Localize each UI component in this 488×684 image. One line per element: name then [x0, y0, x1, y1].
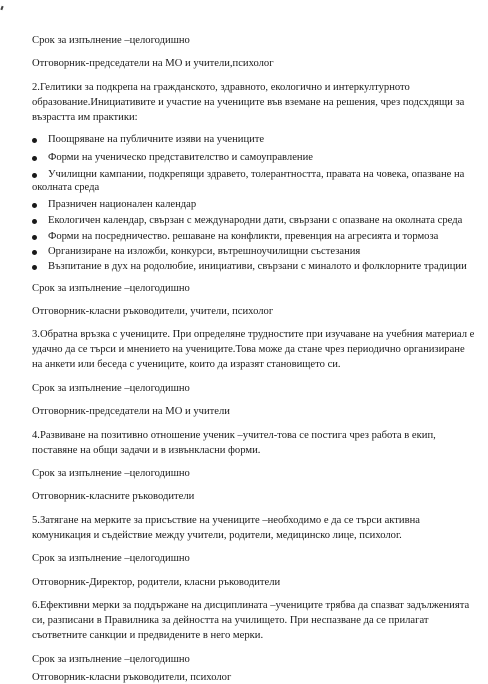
- bullet-text: Празничен национален календар: [48, 199, 197, 210]
- bullet-dot: [32, 156, 37, 161]
- paragraph-3-line-3: на анкети или беседа с учениците, които да изразят становището си.: [32, 359, 341, 370]
- bullet-dot: [32, 265, 37, 270]
- bullet-text: Възпитание в дух на родолюбие, инициативи, свързани с миналото и фолклорните традиции: [48, 261, 467, 272]
- deadline-text: Срок за изпълнение –целогодишно: [32, 654, 190, 665]
- responsible-text: Отговорник-Директор, родители, класни ръководители: [32, 577, 281, 588]
- responsible-text: Отговорник-класни ръководители, психолог: [32, 672, 232, 683]
- responsible-text: Отговорник-класните ръководители: [32, 491, 195, 502]
- paragraph-6-line-3: съответните санкции и предвидените в него мерки.: [32, 630, 264, 641]
- paragraph-5-line-2: комуникация и съдействие между учители, родители, медицинско лице, психолог.: [32, 530, 402, 541]
- paragraph-5-line-1: 5.Затягане на мерките за присъствие на учениците –необходимо е да се търси активна: [32, 515, 420, 526]
- deadline-text: Срок за изпълнение –целогодишно: [32, 468, 190, 479]
- bullet-text: Форми на ученическо представителство и самоуправление: [48, 152, 313, 163]
- bullet-text: Училищни кампании, подкрепящи здравето, толерантността, правата на човека, опазване на: [48, 169, 465, 180]
- bullet-text: Екологичен календар, свързан с международни дати, свързани с опазване на околната среда: [48, 215, 463, 226]
- responsible-text: Отговорник-класни ръководители, учители, психолог: [32, 306, 274, 317]
- paragraph-2-line-2: образование.Инициативите и участие на учениците във вземане на решения, чрез подсхдящи за: [32, 97, 465, 108]
- paragraph-4-line-2: поставяне на общи задачи и в извънкласни форми.: [32, 445, 261, 456]
- bullet-continuation: околната среда: [32, 182, 100, 193]
- paragraph-2-line-1: 2.Гелитики за подкрепа на гражданското, здравното, екологично и интеркултурното: [32, 82, 410, 93]
- paragraph-3-line-1: 3.Обратна връзка с учениците. При определяне трудностите при изучаване на учебния материал е: [32, 329, 475, 340]
- bullet-text: Форми на посредничество. решаване на конфликти, превенция на агресията и тормоза: [48, 231, 439, 242]
- bullet-text: Поощряване на публичните изяви на учениците: [48, 134, 265, 145]
- paragraph-6-line-2: си, разписани в Правилника за дейността на училището. При неспазване да се прилагат: [32, 615, 429, 626]
- deadline-text: Срок за изпълнение –целогодишно: [32, 35, 190, 46]
- paragraph-6-line-1: 6.Ефективни мерки за поддържане на дисциплината –учениците трябва да спазват задълженията: [32, 600, 470, 611]
- bullet-dot: [32, 250, 37, 255]
- deadline-text: Срок за изпълнение –целогодишно: [32, 283, 190, 294]
- responsible-text: Отговорник-председатели на МО и учители: [32, 406, 230, 417]
- bullet-dot: [32, 219, 37, 224]
- bullet-dot: [32, 173, 37, 178]
- bullet-dot: [32, 235, 37, 240]
- deadline-text: Срок за изпълнение –целогодишно: [32, 383, 190, 394]
- responsible-text: Отговорник-председатели на МО и учители,психолог: [32, 58, 274, 69]
- paragraph-2-line-3: възрастта им практики:: [32, 112, 138, 123]
- deadline-text: Срок за изпълнение –целогодишно: [32, 553, 190, 564]
- bullet-dot: [32, 138, 37, 143]
- paragraph-3-line-2: удачно да се търси и мнението на учениците.Това може да стане чрез периодично организиране: [32, 344, 465, 355]
- paragraph-4-line-1: 4.Развиване на позитивно отношение ученик –учител-това се постига чрез работа в екип,: [32, 430, 436, 441]
- bullet-text: Организиране на изложби, конкурси, вътрешноучилищни състезания: [48, 246, 361, 257]
- bullet-dot: [32, 203, 37, 208]
- scan-mark: [0, 6, 3, 10]
